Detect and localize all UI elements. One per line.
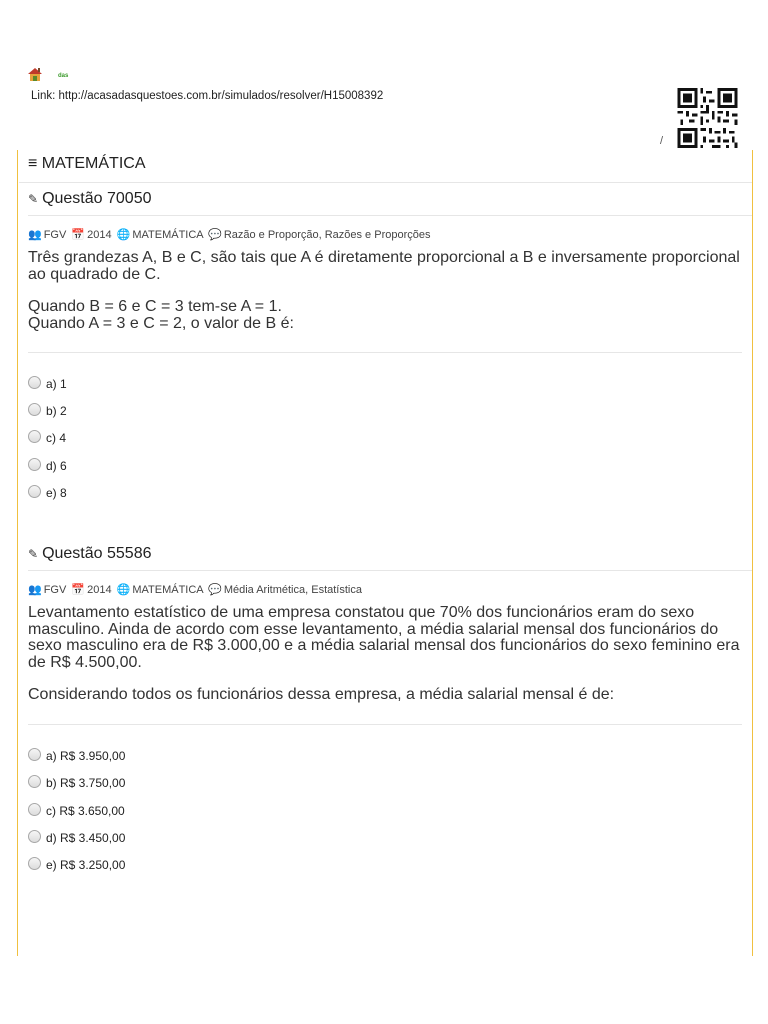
divider	[19, 182, 752, 183]
radio-button[interactable]	[28, 376, 41, 389]
question-body	[28, 250, 748, 332]
question-title-text: Questão 55586	[42, 545, 152, 562]
question-text: Quando B = 6 e C = 3 tem-se A = 1.	[28, 298, 282, 315]
calendar-icon: 📅	[71, 229, 86, 241]
bars-icon: ≡	[28, 155, 38, 172]
question-text: Quando A = 3 e C = 2, o valor de B é:	[28, 314, 294, 332]
divider	[28, 215, 752, 216]
meta-org: FGV	[43, 584, 67, 596]
section-title-text: MATEMÁTICA	[41, 155, 146, 172]
globe-icon: 🌐	[116, 229, 131, 241]
users-icon: 👥	[28, 584, 42, 596]
radio-button[interactable]	[28, 803, 41, 816]
answer-option[interactable]	[28, 775, 125, 790]
slash-separator: /	[660, 135, 664, 147]
radio-button[interactable]	[28, 857, 41, 870]
meta-subject: MATEMÁTICA	[132, 584, 204, 596]
edit-icon: ✎	[28, 547, 39, 561]
comments-icon: 💬	[208, 229, 222, 241]
answer-option[interactable]	[28, 857, 125, 872]
option-label: e) R$ 3.250,00	[46, 858, 126, 872]
question-text: Levantamento estatístico de uma empresa constatou que 70% dos funcionários eram do sexo masculino. Ainda de acordo com esse levantamento, a média salarial mensal dos funcionários do sexo masculino era de R$ 3.000,00 e a média salarial mensal dos funcionários do sexo feminino era de R$ 4.500,00.	[28, 604, 740, 671]
question-meta	[28, 583, 362, 596]
answer-option[interactable]	[28, 458, 67, 473]
qr-code	[676, 88, 739, 148]
globe-icon: 🌐	[116, 584, 131, 596]
answer-option[interactable]	[28, 748, 125, 763]
meta-org: FGV	[43, 229, 67, 241]
option-label: a) R$ 3.950,00	[46, 749, 126, 763]
radio-button[interactable]	[28, 430, 41, 443]
question-text: Considerando todos os funcionários dessa empresa, a média salarial mensal é de:	[28, 686, 615, 703]
option-label: a) 1	[46, 377, 67, 391]
link-url[interactable]: http://acasadasquestoes.com.br/simulados/resolver/H15008392	[58, 90, 384, 102]
radio-button[interactable]	[28, 775, 41, 788]
divider	[28, 724, 742, 725]
option-label: e) 8	[46, 486, 67, 500]
page-header	[0, 0, 768, 150]
option-label: d) R$ 3.450,00	[46, 831, 126, 845]
question-title-text: Questão 70050	[42, 190, 152, 207]
option-label: d) 6	[46, 459, 67, 473]
radio-button[interactable]	[28, 458, 41, 471]
meta-year: 2014	[87, 584, 112, 596]
answer-option[interactable]	[28, 376, 67, 391]
users-icon: 👥	[28, 229, 42, 241]
answer-option[interactable]	[28, 430, 66, 445]
meta-topics: Média Aritmética, Estatística	[223, 584, 362, 596]
comments-icon: 💬	[208, 584, 222, 596]
edit-icon: ✎	[28, 192, 39, 206]
radio-button[interactable]	[28, 748, 41, 761]
house-logo-icon	[27, 67, 43, 81]
divider	[28, 352, 742, 353]
radio-button[interactable]	[28, 830, 41, 843]
question-title	[28, 545, 151, 563]
question-meta	[28, 228, 430, 241]
page-link	[31, 90, 383, 102]
answer-option[interactable]	[28, 485, 67, 500]
answer-option[interactable]	[28, 803, 125, 818]
section-title	[28, 155, 146, 173]
question-panel	[17, 150, 753, 956]
meta-topics: Razão e Proporção, Razões e Proporções	[223, 229, 431, 241]
option-label: b) R$ 3.750,00	[46, 776, 126, 790]
meta-year: 2014	[87, 229, 112, 241]
option-label: c) R$ 3.650,00	[46, 804, 125, 818]
question-body	[28, 605, 748, 704]
question-text: Três grandezas A, B e C, são tais que A é diretamente proporcional a B e inversamente proporcional ao quadrado de C.	[28, 249, 740, 283]
link-label: Link:	[31, 90, 56, 102]
meta-subject: MATEMÁTICA	[132, 229, 204, 241]
option-label: b) 2	[46, 404, 67, 418]
logo-text: das	[58, 73, 69, 79]
divider	[28, 570, 752, 571]
question-title	[28, 190, 151, 208]
option-label: c) 4	[46, 431, 67, 445]
answer-option[interactable]	[28, 830, 125, 845]
answer-option[interactable]	[28, 403, 67, 418]
radio-button[interactable]	[28, 403, 41, 416]
radio-button[interactable]	[28, 485, 41, 498]
calendar-icon: 📅	[71, 584, 86, 596]
